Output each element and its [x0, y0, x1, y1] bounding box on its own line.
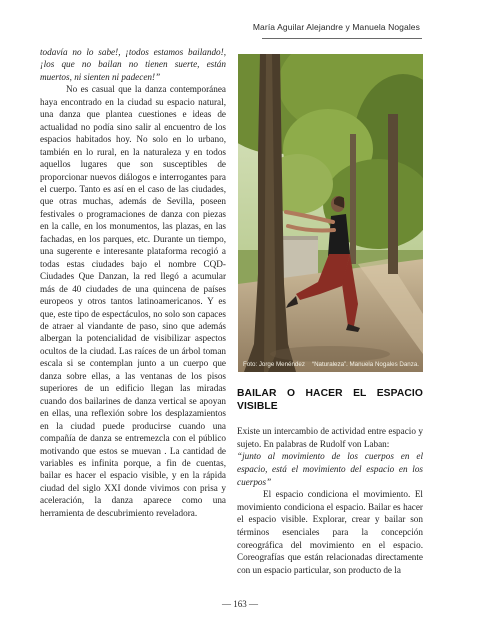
photo-caption: “Naturaleza”. Manuela Nogales Danza.: [312, 361, 419, 368]
running-head: María Aguilar Alejandre y Manuela Nogales: [252, 22, 420, 32]
header-rule: [262, 38, 422, 39]
dance-photograph: [238, 54, 423, 372]
laban-quote: “junto al movimiento de los cuerpos en el espacio, está el movimiento del espacio en los cuerpos”: [237, 451, 423, 487]
intro-paragraph: Existe un intercambio de actividad entre espacio y sujeto. En palabras de Rudolf von Laban:: [237, 426, 423, 449]
photograph-dancer-tree: [238, 54, 423, 372]
right-column: [237, 388, 423, 576]
left-column: [40, 46, 226, 519]
section-title: BAILAR O HACER EL ESPACIO VISIBLE: [237, 388, 423, 412]
photo-credit: Foto: Jorge Menéndez: [243, 361, 305, 368]
body-paragraph: El espacio condiciona el movimiento. El movimiento condiciona el espacio. Bailar es hacer el espacio visible. Explorar, crear y bailar son términos esenciales para la concepción coreográfica del movimiento en el espacio. Coreografías que están relacionadas directamente con un espacio particular, son producto de la: [237, 489, 423, 575]
opening-quote: todavía no lo sabe!, ¡todos estamos bailando!, ¡los que no bailan no tienen suerte, están muertos, ni sienten ni padecen!”: [40, 47, 226, 82]
page-number: — 163 —: [222, 599, 258, 609]
body-paragraph: No es casual que la danza contemporánea haya encontrado en la ciudad su espacio natural, una danza que plantea cuestiones e ideas de actualidad no podía sino salir al encuentro de los espacios habitados hoy. No solo en lo urbano, también en lo rural, en la naturaleza y en todos aquellos lugares que son susceptibles de proporcionar nuevos diálogos e interrogantes para el cuerpo. Tanto es así en el caso de las ciudades, que otras muchas, además de Sevilla, poseen festivales o programaciones de danza con piezas en la calle, en los monumentos, las plazas, en las fachadas, en los parques, etc. Durante un tiempo, una sugerente e interesante plataforma recogió a todas estas ciudades bajo el nombre CQD-Ciudades Que Danzan, la red llegó a acumular más de 40 ciudades de una quincena de países europeos y otros tantos latinoamericanos. Y es que, este tipo de espectáculos, no solo son capaces de atraer al viandante de paso, sino que además albergan la potencialidad de visibilizar aspectos ocultos de la ciudad. Las raíces de un árbol toman escala si se contemplan junto a un cuerpo que danza sobre ellas, a las ventanas de los pisos superiores de un edificio llegan las miradas cuando dos bailarines de danza vertical se apoyan en ellas, una reflexión sobre los desplazamientos en la ciudad puede producirse cuando una compañía de danza se entremezcla con el público motivando que estos se muevan . La cantidad de variables es infinita porque, a fin de cuentas, bailar es hacer el espacio visible, y en la rápida ciudad del siglo XXI donde vivimos con prisa y aceleración, la danza aparece como una herramienta de descubrimiento reveladora.: [40, 84, 226, 518]
